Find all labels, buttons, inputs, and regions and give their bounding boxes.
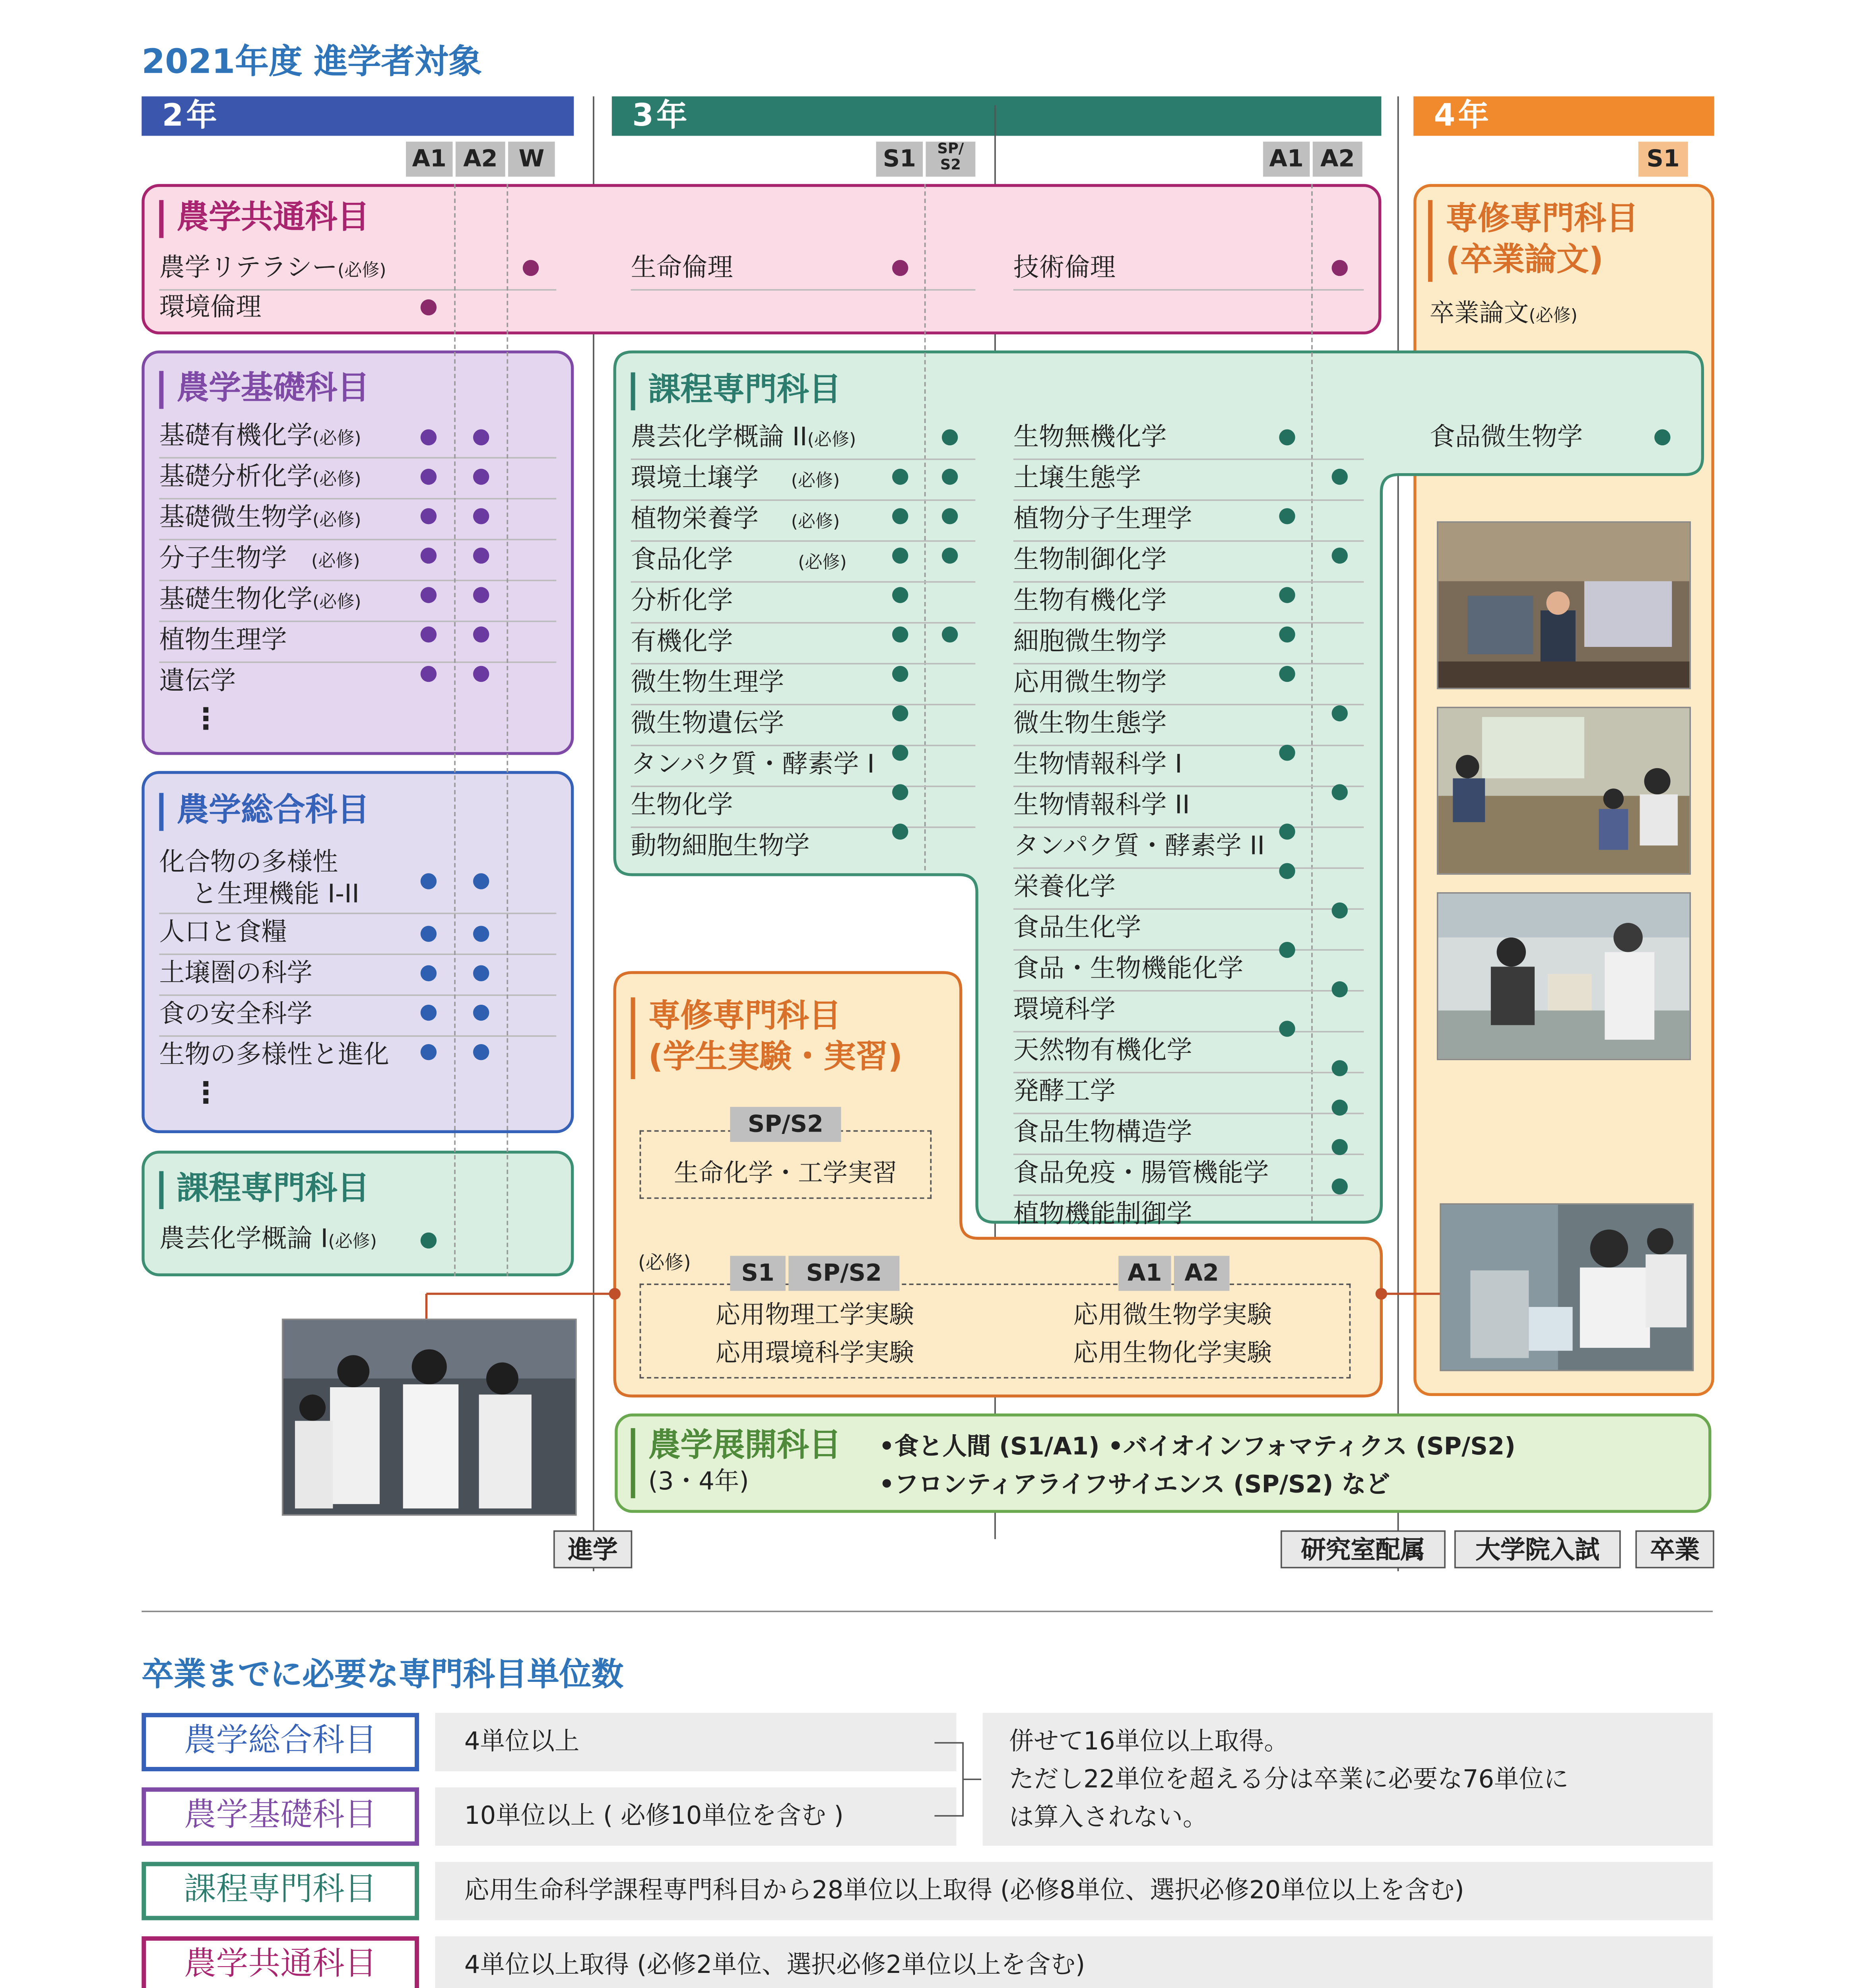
milestone-daigakuin: 大学院入試 (1454, 1530, 1621, 1568)
katei-item: 環境土壌学 (必修) (631, 460, 976, 501)
katei-item: 有機化学 (631, 623, 976, 664)
exp-right: 応用微生物学実験 応用生物化学実験 (1073, 1301, 1272, 1369)
tenkai-title: 農学展開科目 (648, 1428, 841, 1465)
term-column-line (507, 184, 508, 1276)
exp-chip-sps2: SP/S2 (788, 1256, 899, 1291)
mark-dot (1279, 863, 1295, 879)
katei-item: 食品生物構造学 (1013, 1114, 1364, 1155)
tenkai-title-block (631, 1428, 841, 1498)
katei-item-y4: 食品微生物学 (1429, 423, 1583, 453)
lab-photo-1 (1437, 521, 1691, 689)
kyotsu-item: 技術倫理 (1013, 250, 1364, 291)
sogo-title: 農学総合科目 (159, 793, 369, 831)
katei-left-list (631, 419, 976, 868)
req-text-sogo: 4単位以上 (435, 1713, 956, 1771)
term-column-line (454, 184, 456, 1276)
katei-item: 微生物遺伝学 (631, 705, 976, 746)
katei-item: 動物細胞生物学 (631, 832, 810, 862)
lab-photo-3 (1437, 892, 1691, 1060)
katei-item: 生物情報科学 I (1013, 746, 1364, 787)
katei-item: 植物栄養学 (必修) (631, 501, 976, 542)
mark-dot (942, 627, 958, 643)
requirements-title: 卒業までに必要な専門科目単位数 (142, 1657, 624, 1694)
kiso-more: ⋮ (191, 701, 221, 736)
mark-dot (1279, 823, 1295, 839)
senshu3-title: 専修専門科目 (学生実験・実習) (631, 997, 903, 1079)
katei-item: 応用微生物学 (1013, 664, 1364, 705)
katei-title: 課程専門科目 (631, 373, 841, 410)
mark-dot (892, 508, 908, 524)
term-chip-a2-y3: A2 (1313, 142, 1362, 177)
katei-item: 食品免疫・腸管機能学 (1013, 1155, 1364, 1196)
sogo-item: 人口と食糧 (159, 914, 556, 955)
mark-dot (1332, 547, 1348, 563)
katei-item: 土壌生態学 (1013, 460, 1364, 501)
katei-item: 微生物生理学 (631, 664, 976, 705)
sogo-more: ⋮ (191, 1075, 221, 1110)
katei-item: 植物分子生理学 (1013, 501, 1364, 542)
kiso-item: 植物生理学 (159, 622, 556, 663)
katei-right-list (1013, 419, 1364, 1235)
kiso-item: 基礎微生物学(必修) (159, 499, 556, 540)
kyotsu-item: 農学リテラシー(必修) (159, 250, 556, 291)
page-title: 2021年度 進学者対象 (142, 44, 482, 82)
mark-dot (1332, 1060, 1348, 1076)
milestone-kenkyushitsu: 研究室配属 (1281, 1530, 1446, 1568)
sogo-item: 生物の多様性と進化 (159, 1041, 389, 1071)
mark-dot (1279, 1021, 1295, 1037)
kiso-item: 遺伝学 (159, 667, 236, 697)
req-text-kiso: 10単位以上 ( 必修10単位を含む ) (435, 1787, 956, 1846)
req-text-kyotsu: 4単位以上取得 (必修2単位、選択必修2単位以上を含む) (435, 1936, 1713, 1988)
mark-dot (1279, 627, 1295, 643)
senshu4-title: 専修専門科目 (卒業論文) (1428, 200, 1638, 282)
kiso-item: 分子生物学 (必修) (159, 540, 556, 581)
mark-dot (1332, 469, 1348, 485)
mark-dot (892, 587, 908, 603)
year-4-bar: 4年 (1413, 96, 1714, 136)
katei-item: 天然物有機化学 (1013, 1033, 1364, 1074)
mark-dot (1279, 508, 1295, 524)
req-label: (必修) (638, 1253, 691, 1275)
mark-dot (892, 469, 908, 485)
katei-item: タンパク質・酵素学 II (1013, 828, 1364, 869)
kiso-item: 基礎有機化学(必修) (159, 417, 556, 458)
kiso-title: 農学基礎科目 (159, 371, 369, 409)
mark-dot (892, 627, 908, 643)
lab-photo-4 (1440, 1203, 1694, 1371)
term-chip-a2: A2 (456, 142, 505, 177)
term-chip-s1-y4: S1 (1638, 142, 1688, 177)
req-label-sogo: 農学総合科目 (142, 1713, 419, 1771)
katei-item: 生物制御化学 (1013, 542, 1364, 583)
mark-dot (1332, 1100, 1348, 1116)
bracket-tick (964, 1778, 981, 1780)
mark-dot (1279, 942, 1295, 958)
mark-dot (942, 508, 958, 524)
katei-item: 食品生化学 (1013, 910, 1364, 951)
katei-item: 食品化学 (必修) (631, 542, 976, 583)
katei-item: 食品・生物機能化学 (1013, 951, 1364, 992)
mark-dot (1332, 981, 1348, 997)
kyotsu-item: 生命倫理 (631, 250, 976, 291)
mark-dot (1332, 784, 1348, 800)
katei-item: 生物情報科学 II (1013, 787, 1364, 828)
bracket (935, 1742, 964, 1817)
req-combined-note: 併せて16単位以上取得。 ただし22単位を超える分は卒業に必要な76単位に は算入されない。 (983, 1713, 1713, 1846)
year-3-bar: 3年 (612, 96, 1382, 136)
term-chip-a1: A1 (406, 142, 453, 177)
kyotsu-title: 農学共通科目 (159, 200, 369, 238)
katei-item: 栄養化学 (1013, 869, 1364, 910)
mark-dot (892, 705, 908, 721)
katei-item: タンパク質・酵素学 I (631, 746, 976, 787)
katei-item: 農芸化学概論 II(必修) (631, 419, 976, 460)
mark-dot (892, 666, 908, 682)
tenkai-items: •食と人間 (S1/A1) •バイオインフォマティクス (SP/S2) •フロンティアライフサイエンス (SP/S2) など (879, 1432, 1516, 1499)
term-chip-w: W (508, 142, 555, 177)
sogo-item: 土壌圏の科学 (159, 955, 556, 996)
mark-dot (892, 745, 908, 761)
mark-dot (942, 547, 958, 563)
req-label-katei: 課程専門科目 (142, 1862, 419, 1920)
mark-dot (1332, 705, 1348, 721)
mark-dot (892, 784, 908, 800)
katei-item: 生物化学 (631, 787, 976, 828)
mark-dot (942, 429, 958, 445)
katei-item: 分析化学 (631, 582, 976, 623)
katei2-title: 課程専門科目 (159, 1171, 369, 1209)
mark-dot (1279, 666, 1295, 682)
req-label-kiso: 農学基礎科目 (142, 1787, 419, 1846)
sp-chip: SP/S2 (730, 1107, 841, 1142)
mark-dot (1332, 903, 1348, 918)
term-chip-sps2: SP/ S2 (926, 142, 975, 177)
lab-photo-2 (1437, 707, 1691, 875)
term-chip-a1-y3: A1 (1263, 142, 1310, 177)
sogo-item: 化合物の多様性 と生理機能 I-II (159, 844, 556, 914)
exp-chip-a2: A2 (1174, 1256, 1230, 1291)
mark-dot (1279, 429, 1295, 445)
sogo-item: 食の安全科学 (159, 996, 556, 1037)
katei-item: 生物有機化学 (1013, 582, 1364, 623)
katei2-item: 農芸化学概論 I(必修) (159, 1225, 377, 1254)
exp-left: 応用物理工学実験 応用環境科学実験 (715, 1301, 914, 1369)
katei-item: 発酵工学 (1013, 1073, 1364, 1114)
mark-dot (1279, 745, 1295, 761)
thesis-item: 卒業論文(必修) (1429, 299, 1578, 329)
mark-dot (892, 547, 908, 563)
term-chip-s1: S1 (876, 142, 923, 177)
kiso-item: 基礎生物化学(必修) (159, 581, 556, 622)
milestone-shingaku: 進学 (553, 1530, 632, 1568)
section-divider (142, 1611, 1713, 1612)
mark-dot (942, 469, 958, 485)
kyotsu-item: 環境倫理 (159, 293, 262, 323)
katei-item: 生物無機化学 (1013, 419, 1364, 460)
katei-item: 環境科学 (1013, 992, 1364, 1033)
katei-item: 細胞微生物学 (1013, 623, 1364, 664)
req-label-kyotsu: 農学共通科目 (142, 1936, 419, 1988)
mark-dot (892, 823, 908, 839)
katei-item: 植物機能制御学 (1013, 1200, 1192, 1230)
mark-dot (1332, 1178, 1348, 1194)
lab-photo-5 (282, 1318, 577, 1516)
mark-dot (1332, 1139, 1348, 1155)
req-text-katei: 応用生命科学課程専門科目から28単位以上取得 (必修8単位、選択必修20単位以上を含む) (435, 1862, 1713, 1920)
tenkai-sub: (3・4年) (648, 1468, 749, 1497)
exp-chip-a1: A1 (1118, 1256, 1171, 1291)
exp-chip-s1: S1 (730, 1256, 786, 1291)
kiso-item: 基礎分析化学(必修) (159, 458, 556, 499)
year-2-bar: 2年 (142, 96, 574, 136)
sp-item: 生命化学・工学実習 (673, 1159, 897, 1189)
mark-dot (1279, 587, 1295, 603)
milestone-sotsugyo: 卒業 (1635, 1530, 1714, 1568)
katei-item: 微生物生態学 (1013, 705, 1364, 746)
mark-dot (1654, 429, 1670, 445)
